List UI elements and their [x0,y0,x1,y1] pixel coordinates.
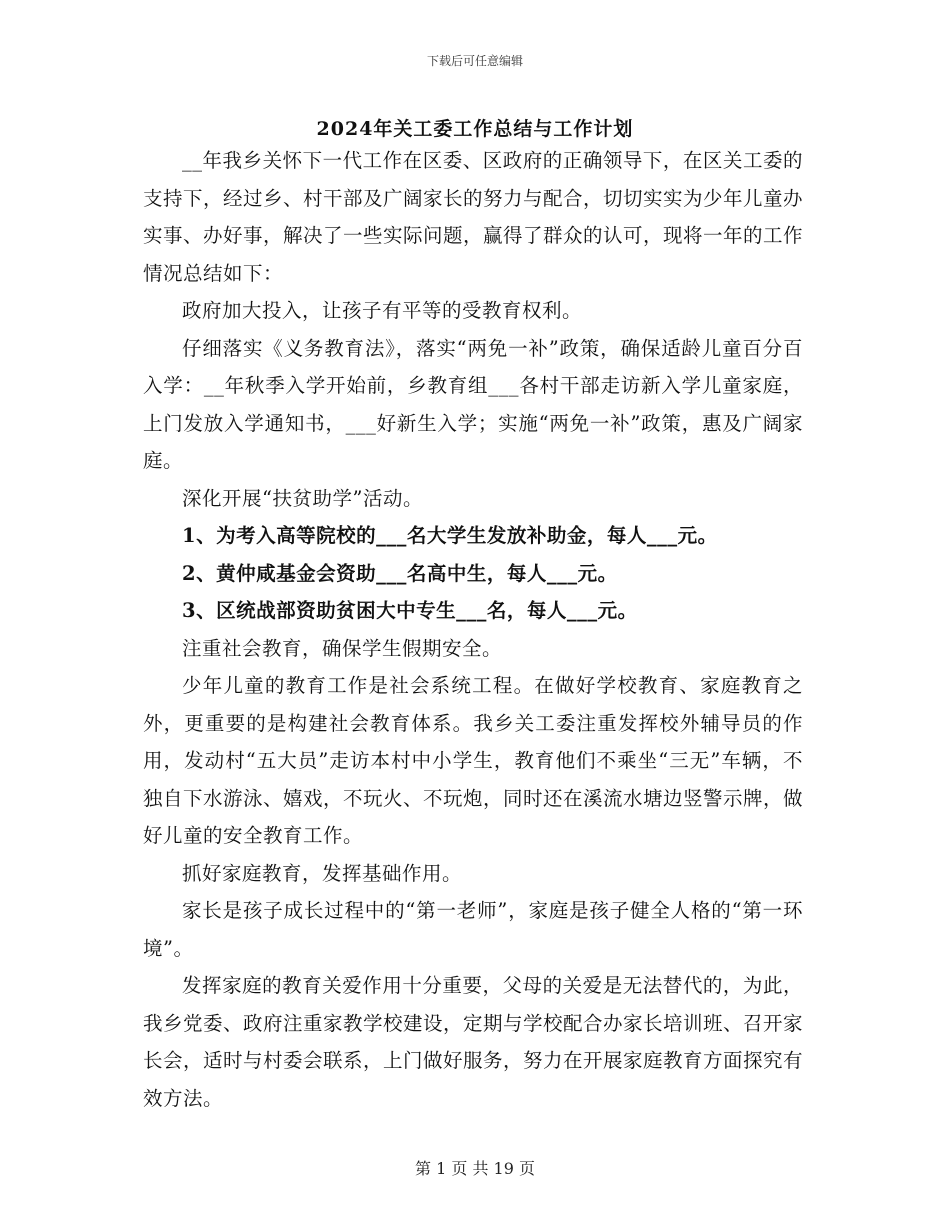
paragraph-heading-investment: 政府加大投入，让孩子有平等的受教育权利。 [182,299,583,322]
paragraph-heading-family-education: 抓好家庭教育，发挥基础作用。 [182,861,463,885]
document-body [143,142,803,1117]
page-number: 第 1 页 共 19 页 [415,1159,535,1178]
paragraph-first-teacher: 家长是孩子成长过程中的“第一老师”，家庭是孩子健全人格的“第一环境”。 [143,899,803,960]
paragraph-compulsory-education: 仔细落实《义务教育法》，落实“两免一补”政策，确保适龄儿童百分百入学：__年秋季入学开始前，乡教育组___各村干部走访新入学儿童家庭，上门发放入学通知书，___好新生入学；实施“两免一补”政策，惠及广阔家庭。 [143,336,803,472]
paragraph-social-education: 少年儿童的教育工作是社会系统工程。在做好学校教育、家庭教育之外，更重要的是构建社会教育体系。我乡关工委注重发挥校外辅导员的作用，发动村“五大员”走访本村中小学生，教育他们不乘坐“三无”车辆，不独自下水游泳、嬉戏，不玩火、不玩炮，同时还在溪流水塘边竖警示牌，做好儿童的安全教育工作。 [143,674,804,847]
document-title: 2024年关工委工作总结与工作计划 [316,118,634,140]
paragraph-heading-poverty-aid: 深化开展“扶贫助学”活动。 [182,486,423,510]
list-item-united-front-aid: 3、区统战部资助贫困大中专生___名，每人___元。 [182,599,638,622]
header-note: 下载后可任意编辑 [426,54,523,68]
paragraph-heading-social-education: 注重社会教育，确保学生假期安全。 [182,636,503,660]
list-item-university-subsidy: 1、为考入高等院校的___名大学生发放补助金，每人___元。 [182,524,718,547]
list-item-foundation-aid: 2、黄仲咸基金会资助___名高中生，每人___元。 [182,561,618,585]
paragraph-intro: __年我乡关怀下一代工作在区委、区政府的正确领导下，在区关工委的支持下，经过乡、村干部及广阔家长的努力与配合，切切实实为少年儿童办实事、办好事，解决了一些实际问题，赢得了群众的认可，现将一年的工作情况总结如下： [143,149,804,285]
paragraph-family-care: 发挥家庭的教育关爱作用十分重要，父母的关爱是无法替代的，为此，我乡党委、政府注重家教学校建设，定期与学校配合办家长培训班、召开家长会，适时与村委会联系，上门做好服务，努力在开展家庭教育方面探究有效方法。 [143,974,804,1110]
